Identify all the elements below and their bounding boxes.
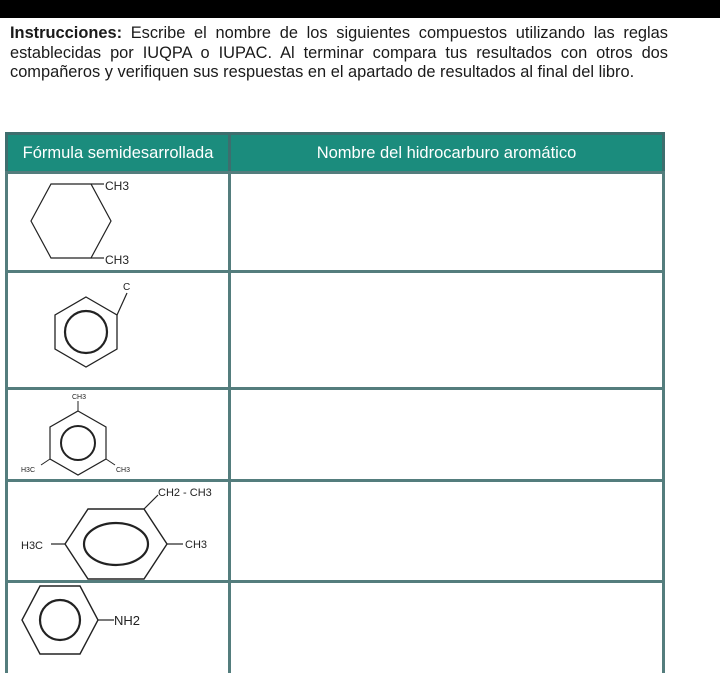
structure-aniline: [8, 583, 228, 673]
aromatic-circle: [84, 523, 148, 565]
structure-trimethylbenzene: [8, 390, 228, 479]
benzene-ring: [50, 411, 106, 475]
bond-line: [41, 459, 50, 465]
aromatic-circle: [40, 600, 80, 640]
aromatic-circle: [61, 426, 95, 460]
structure-dimethylcyclohexane: [8, 174, 228, 270]
table-row: [5, 171, 665, 270]
substituent-label: CH3: [185, 539, 208, 551]
answer-cell[interactable]: [228, 171, 665, 270]
top-black-bar: [0, 0, 720, 18]
instructions-text: Escribe el nombre de los siguientes compuestos utilizando las reglas establecidas por IUQPA o IUPAC. Al terminar compara tus resultados con otros dos compañeros y verifiquen sus respuestas en el apartado de resultados al final del libro.: [10, 24, 668, 82]
bond-line: [117, 293, 127, 315]
instructions-paragraph: [10, 24, 668, 83]
table-row: [5, 270, 665, 387]
substituent-label: C: [123, 282, 131, 293]
formula-cell: [5, 171, 228, 270]
cyclohexane-ring: [31, 184, 111, 258]
substituent-label: CH3: [105, 179, 130, 193]
substituent-label: NH2: [114, 613, 141, 628]
substituent-label: CH3: [72, 394, 87, 401]
table-row: [5, 580, 665, 673]
benzene-ring: [22, 586, 98, 654]
formula-cell: [5, 479, 228, 580]
exercise-table: [5, 132, 665, 673]
bond-line: [144, 495, 158, 509]
table-row: [5, 387, 665, 479]
table-row: [5, 479, 665, 580]
formula-cell: [5, 387, 228, 479]
formula-cell: [5, 580, 228, 673]
substituent-label: CH3: [116, 467, 131, 474]
formula-cell: [5, 270, 228, 387]
instructions-label: Instrucciones:: [10, 24, 123, 42]
answer-cell[interactable]: [228, 479, 665, 580]
structure-ethyl-dimethylbenzene: [8, 482, 228, 580]
table-header-row: [5, 132, 665, 171]
answer-cell[interactable]: [228, 387, 665, 479]
header-formula: Fórmula semidesarrollada: [5, 132, 228, 171]
structure-toluene: [8, 273, 228, 387]
answer-cell[interactable]: [228, 270, 665, 387]
header-name: Nombre del hidrocarburo aromático: [228, 132, 665, 171]
substituent-label: CH3: [105, 253, 130, 267]
substituent-label: H3C: [21, 467, 36, 474]
answer-cell[interactable]: [228, 580, 665, 673]
substituent-label: CH2 - CH3: [158, 487, 212, 499]
bond-line: [106, 459, 115, 465]
aromatic-circle: [65, 311, 107, 353]
substituent-label: H3C: [21, 540, 44, 552]
benzene-ring: [65, 509, 167, 579]
